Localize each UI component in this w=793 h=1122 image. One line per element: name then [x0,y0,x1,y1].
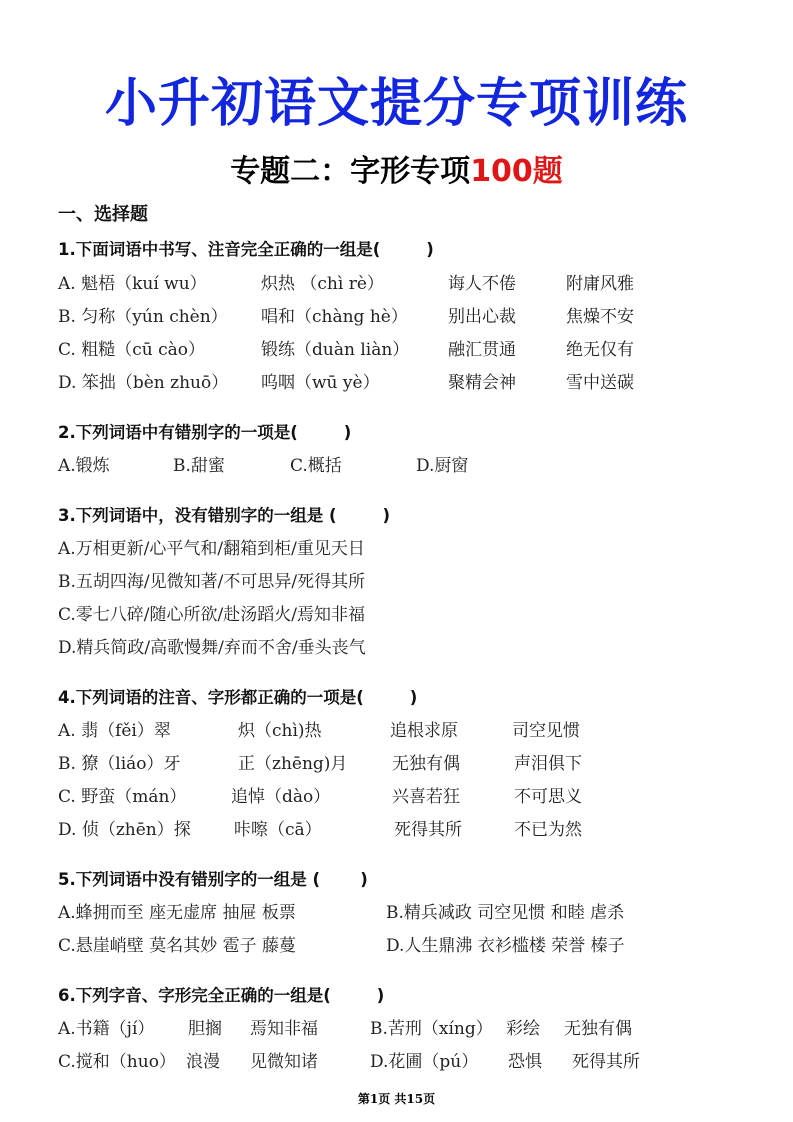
q6-c-1: C.搅和（huo） [58,1052,176,1072]
q6-a-3: 焉知非福 [250,1019,318,1039]
q1-c-4: 绝无仅有 [566,340,634,360]
q4-c-1: C. 野蛮（mán） [58,787,187,807]
q1-c-2: 锻练（duàn liàn） [261,340,410,360]
q1-d-2: 呜咽（wū yè） [261,373,380,393]
q2-c: C.概括 [290,456,342,476]
q4-c-3: 兴喜若狂 [392,787,460,807]
q5-c: C.悬崖峭壁 莫名其妙 雹子 藤蔓 [58,936,297,956]
page-footer: 第1页 共15页 [357,1092,436,1106]
q1-b-1: B. 匀称（yún chèn） [58,307,228,327]
q4-b-1: B. 獠（liáo）牙 [58,754,181,774]
section-heading: 一、选择题 [58,204,148,225]
q1-c-1: C. 粗糙（cū cào） [58,340,205,360]
q2-a: A.锻炼 [58,456,110,476]
q4-d-1: D. 侦（zhēn）探 [58,820,191,840]
question-3-option-d: D.精兵简政/高歌慢舞/弃而不舍/垂头丧气 [58,638,366,658]
q4-d-4: 不已为然 [514,820,582,840]
q4-b-4: 声泪俱下 [514,754,582,774]
question-2-title: 2.下列词语中有错别字的一项是( ) [58,423,352,442]
question-3-title: 3.下列词语中，没有错别字的一组是 ( ) [58,506,391,525]
question-3-option-c: C.零七八碎/随心所欲/赴汤蹈火/焉知非福 [58,605,365,625]
q1-b-2: 唱和（chàng hè） [261,307,408,327]
question-6-title: 6.下列字音、字形完全正确的一组是( ) [58,986,385,1005]
q6-b-1: B.苦刑（xíng） [370,1019,493,1039]
q6-d-2: 恐惧 [508,1052,542,1072]
subtitle-prefix: 专题二：字形专项 [230,154,471,189]
question-3-option-b: B.五胡四海/见微知著/不可思异/死得其所 [58,572,366,592]
q2-d: D.厨窗 [416,456,469,476]
q6-b-2: 彩绘 [506,1019,540,1039]
q2-b: B.甜蜜 [173,456,225,476]
q4-b-2: 正（zhēng)月 [238,754,348,774]
q1-d-1: D. 笨拙（bèn zhuō） [58,373,229,393]
q6-c-2: 浪漫 [186,1052,220,1072]
q4-d-3: 死得其所 [394,820,462,840]
page-title: 小升初语文提分专项训练 [104,74,688,134]
q5-d: D.人生鼎沸 衣衫槛楼 荣誉 榛子 [386,936,625,956]
q6-c-3: 见微知诸 [250,1052,318,1072]
q1-a-4: 附庸风雅 [566,274,634,294]
q1-b-3: 别出心裁 [448,307,516,327]
question-3-option-a: A.万相更新/心平气和/翻箱到柜/重见天日 [58,539,365,559]
q6-d-1: D.花圃（pú） [370,1052,479,1072]
q4-a-3: 追根求原 [390,721,458,741]
subtitle-highlight: 100题 [470,154,563,189]
question-5-title: 5.下列词语中没有错别字的一组是 ( ) [58,870,368,889]
q6-a-1: A.书籍（jí） [58,1019,155,1039]
question-4-title: 4.下列词语的注音、字形都正确的一项是( ) [58,688,418,707]
q1-a-1: A. 魁梧（kuí wu） [58,274,207,294]
q4-c-4: 不可思义 [514,787,582,807]
q4-a-2: 炽（chì)热 [238,721,322,741]
q4-d-2: 咔嚓（cā） [234,820,322,840]
q6-b-3: 无独有偶 [564,1019,632,1039]
q6-d-3: 死得其所 [572,1052,640,1072]
q1-a-3: 诲人不倦 [448,274,516,294]
q5-a: A.蜂拥而至 座无虚席 抽屉 板票 [58,903,296,923]
q4-a-4: 司空见惯 [512,721,580,741]
q5-b: B.精兵减政 司空见惯 和睦 虐杀 [386,903,625,923]
q4-a-1: A. 翡（fěi）翠 [58,721,171,741]
q4-b-3: 无独有偶 [392,754,460,774]
question-1-title: 1.下面词语中书写、注音完全正确的一组是( ) [58,240,434,259]
q1-a-2: 炽热 （chì rè） [261,274,384,294]
q6-a-2: 胆搁 [188,1019,222,1039]
q1-d-3: 聚精会神 [448,373,516,393]
q1-b-4: 焦燥不安 [566,307,634,327]
page-subtitle [0,150,793,194]
q1-c-3: 融汇贯通 [448,340,516,360]
q4-c-2: 追悼（dào） [231,787,331,807]
q1-d-4: 雪中送碳 [566,373,634,393]
